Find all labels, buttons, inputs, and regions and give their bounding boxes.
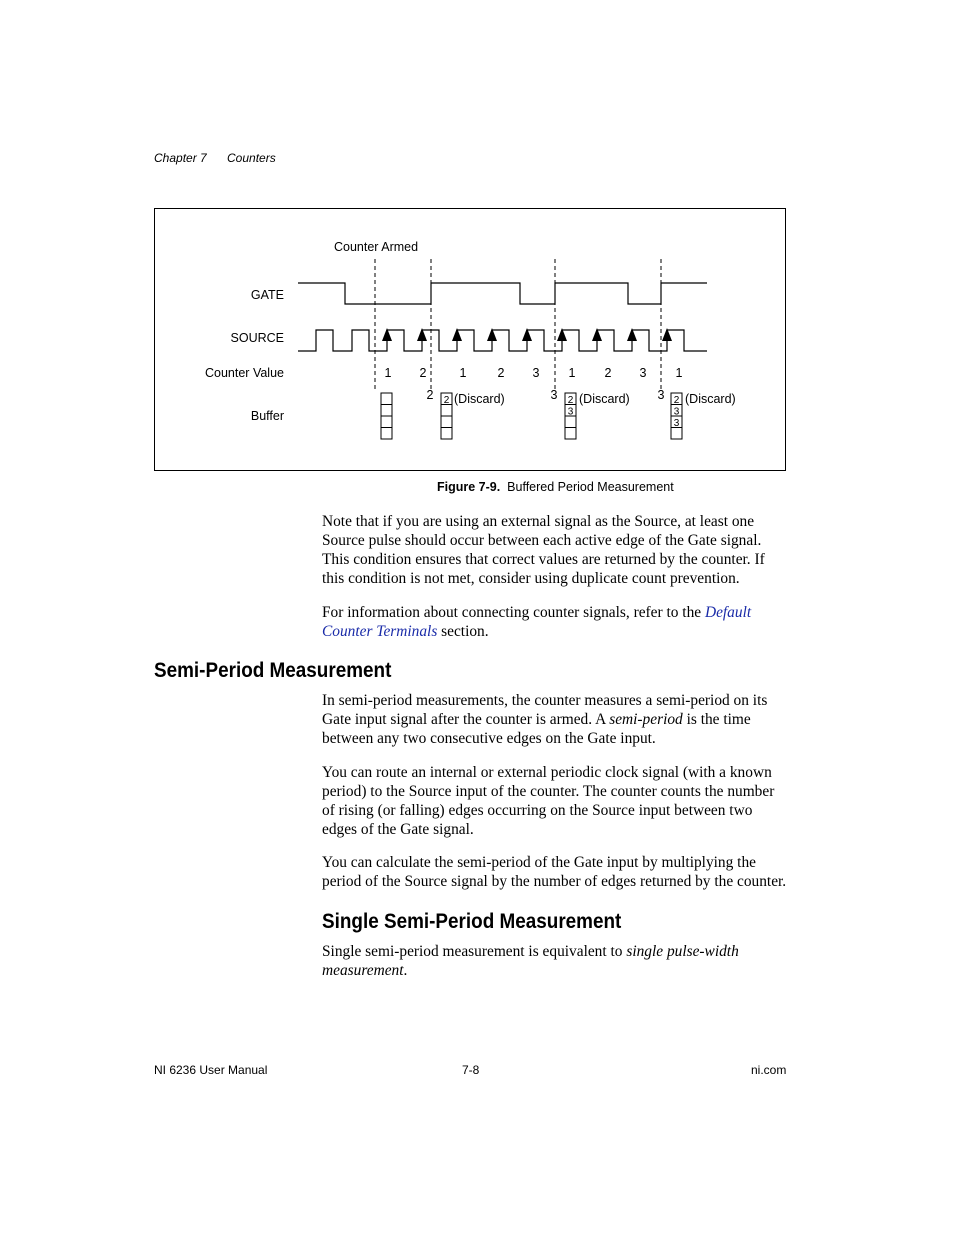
edge-markers — [375, 259, 661, 391]
footer-page-number: 7-8 — [462, 1063, 480, 1077]
paragraph-text: In semi-period measurements, the counter measures a semi-period on its Gate input signal after the counter is armed. A — [322, 692, 768, 728]
paragraph-semi-period-calculation: You can calculate the semi-period of the Gate input by multiplying the period of the Source signal by the number of edges returned by the counter. — [322, 854, 787, 890]
paragraph-semi-period-definition — [322, 691, 788, 748]
gate-label: GATE — [250, 288, 284, 302]
discard-label: (Discard) — [454, 392, 505, 406]
term-single-pulse-width: single pulse-width measurement — [322, 943, 739, 979]
counter-value: 1 — [568, 366, 576, 380]
figure-caption-text: Buffered Period Measurement — [507, 480, 674, 494]
latched-value: 3 — [657, 388, 665, 402]
buffer-cell: 3 — [567, 406, 574, 418]
figure-timing-diagram — [154, 208, 786, 471]
counter-armed-label: Counter Armed — [334, 240, 419, 254]
heading-semi-period-measurement: Semi-Period Measurement — [154, 659, 392, 682]
term-semi-period: semi-period — [609, 711, 683, 728]
buffer-cell: 3 — [673, 406, 680, 418]
default-counter-terminals-link[interactable]: Default Counter Terminals — [322, 604, 752, 640]
counter-values — [385, 366, 683, 380]
counter-value: 3 — [639, 366, 647, 380]
buffer-cell: 3 — [673, 418, 680, 429]
buffer-cell: 2 — [443, 395, 450, 406]
buffer-label: Buffer — [250, 409, 284, 423]
counter-value: 2 — [604, 366, 612, 380]
latched-value: 3 — [550, 388, 558, 402]
counter-value-label: Counter Value — [205, 366, 284, 380]
gate-waveform — [298, 283, 707, 304]
counter-value: 3 — [532, 366, 540, 380]
discard-label: (Discard) — [579, 392, 630, 406]
timing-diagram-svg — [155, 209, 785, 470]
source-waveform — [298, 330, 707, 351]
source-label: SOURCE — [230, 331, 284, 345]
counter-value: 1 — [675, 366, 683, 380]
paragraph-single-semi-period — [322, 942, 788, 980]
footer-manual-title: NI 6236 User Manual — [154, 1063, 268, 1077]
paragraph-clock-routing: You can route an internal or external periodic clock signal (with a known period) to the Source input of the counter. The counter counts the number of rising (or falling) edges occurring on the Source input between two edges of the Gate signal. — [322, 764, 775, 838]
paragraph-text: For information about connecting counter signals, refer to the — [322, 604, 705, 621]
paragraph-text: Single semi-period measurement is equivalent to — [322, 943, 627, 960]
paragraph-counter-signals-reference — [322, 603, 788, 641]
discard-label: (Discard) — [685, 392, 736, 406]
running-header-chapter: Chapter 7 — [154, 151, 207, 165]
counter-value: 2 — [497, 366, 505, 380]
counter-value: 1 — [384, 366, 392, 380]
paragraph-text: . — [403, 962, 408, 979]
buffer-cell: 2 — [567, 395, 574, 406]
paragraph-text: section. — [437, 623, 489, 640]
latched-value: 2 — [426, 388, 434, 402]
counter-value: 2 — [419, 366, 427, 380]
counter-value: 1 — [459, 366, 467, 380]
heading-single-semi-period-measurement: Single Semi-Period Measurement — [322, 910, 622, 933]
discard-labels — [454, 392, 736, 406]
figure-caption-number: Figure 7-9. — [437, 480, 501, 494]
running-header-title: Counters — [227, 151, 276, 165]
buffer-cell: 2 — [673, 395, 680, 406]
figure-caption — [437, 480, 674, 494]
footer-website: ni.com — [751, 1063, 787, 1077]
paragraph-source-pulse-note: Note that if you are using an external signal as the Source, at least one Source pulse should occur between each active edge of the Gate signal. This condition ensures that correct values are returned by the counter. If this condition is not met, consider using duplicate count prevention. — [322, 513, 765, 587]
paragraph-text: is the time between any two consecutive edges on the Gate input. — [322, 711, 751, 747]
